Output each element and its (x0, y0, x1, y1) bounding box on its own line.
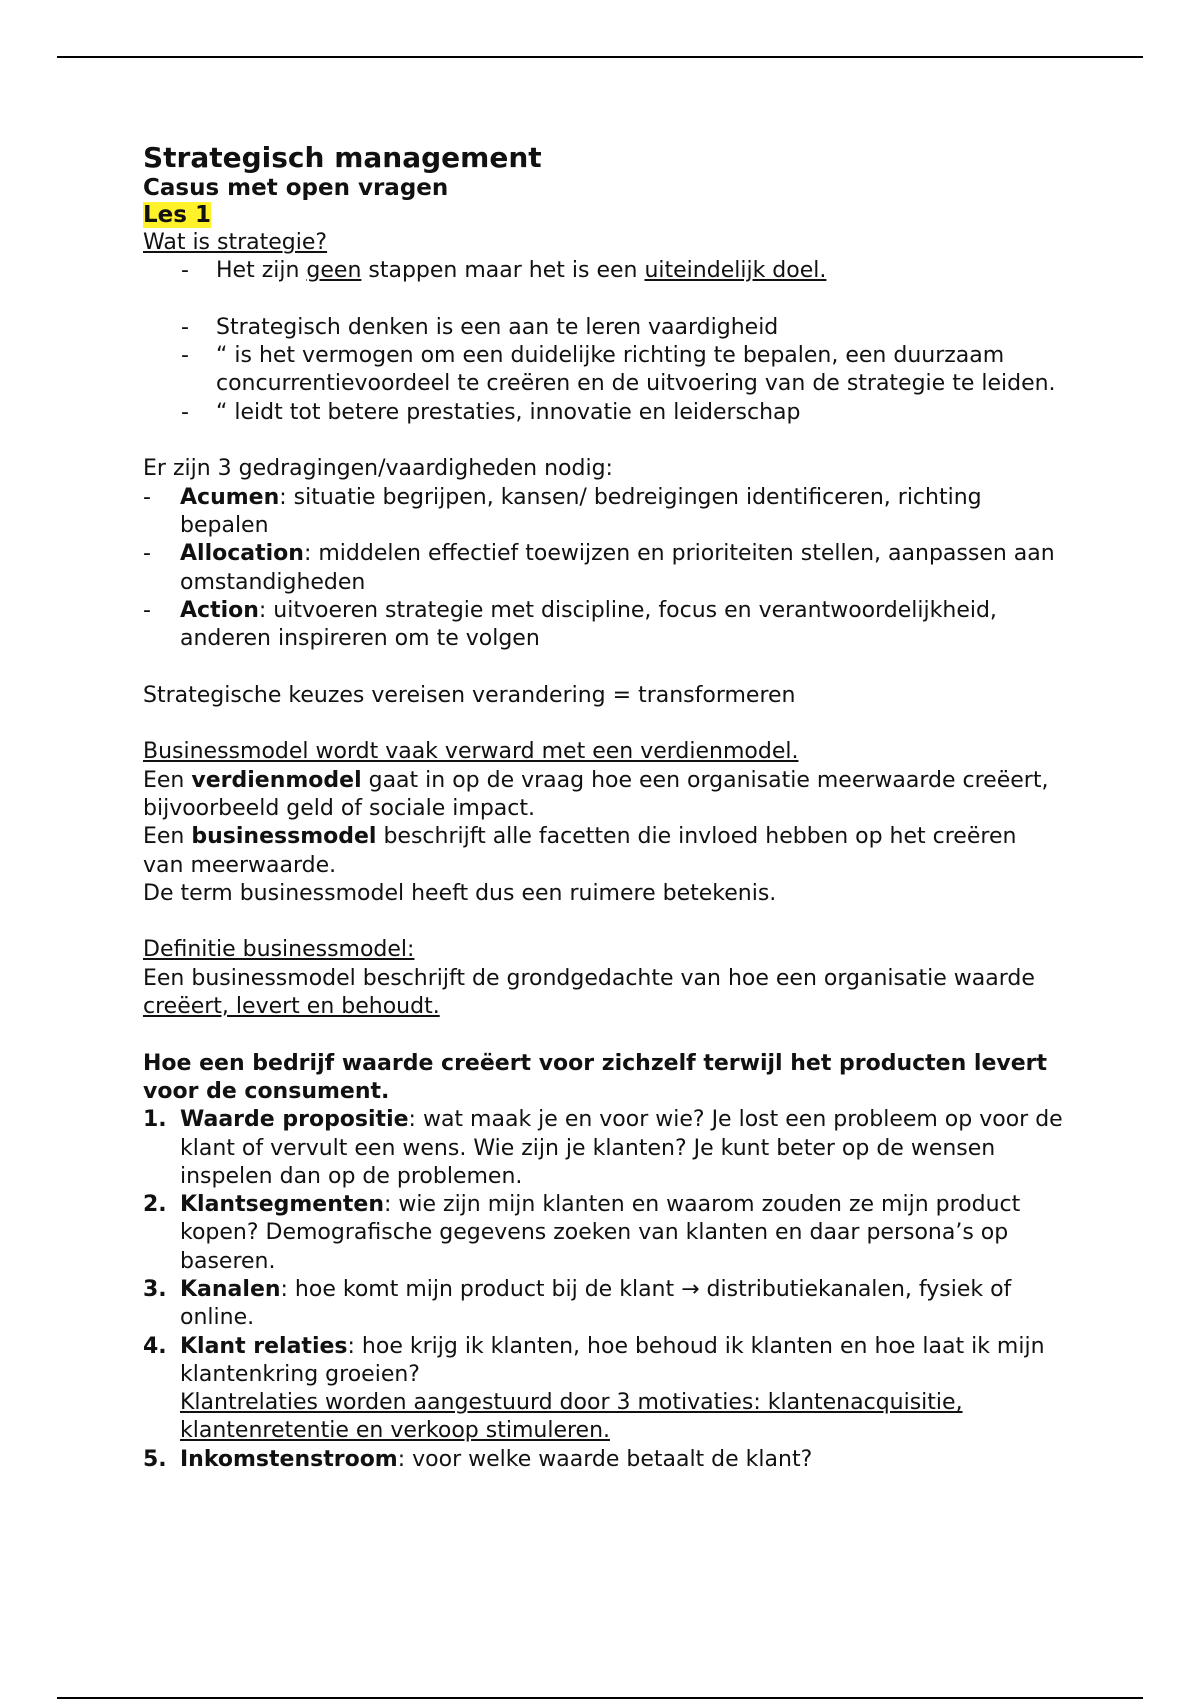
value-item: 1. Waarde propositie: wat maak je en voor wie? Je lost een probleem op voor de klant of vervult een wens. Wie zijn je klanten? Je kunt beter op de wensen inspelen dan op de problemen. (143, 1107, 1063, 1189)
skill-item: - Action: uitvoeren strategie met discipline, focus en verantwoordelijkheid, anderen inspireren om te volgen (143, 597, 1063, 654)
strategy-item: - “ is het vermogen om een duidelijke richting te bepalen, een duurzaam concurrentievoordeel te creëren en de uitvoering van de strategie te leiden. (143, 342, 1063, 399)
value-item: 2. Klantsegmenten: wie zijn mijn klanten en waarom zouden ze mijn product kopen? Demografische gegevens zoeken van klanten en daar persona’s op baseren. (143, 1192, 1021, 1274)
skills-intro: Er zijn 3 gedragingen/vaardigheden nodig: (143, 456, 613, 482)
lesson-label (143, 201, 1063, 229)
skill-item: - Acumen: situatie begrijpen, kansen/ bedreigingen identificeren, richting bepalen (143, 484, 1063, 541)
strategy-heading: Wat is strategie? (143, 230, 328, 255)
document-page (143, 141, 1063, 1474)
top-rule (57, 56, 1143, 58)
value-item: 5. Inkomstenstroom: voor welke waarde betaalt de klant? (143, 1446, 813, 1472)
model-line-verdienmodel: Een verdienmodel gaat in op de vraag hoe een organisatie meerwaarde creëert, bijvoorbeeld geld of sociale impact. (143, 767, 1049, 821)
strategy-list-2 (143, 314, 1063, 427)
model-line-conclusion: De term businessmodel heeft dus een ruimere betekenis. (143, 880, 777, 906)
definition-heading: Definitie businessmodel: (143, 937, 415, 963)
strategy-item: - Strategisch denken is een aan te leren vaardigheid (143, 314, 1063, 342)
document-subtitle: Casus met open vragen (143, 175, 449, 201)
value-list (143, 1106, 1063, 1474)
skill-item: - Allocation: middelen effectief toewijzen en prioriteiten stellen, aanpassen aan omstandigheden (143, 540, 1063, 597)
strategy-list (143, 257, 1063, 285)
definition-text: Een businessmodel beschrijft de grondgedachte van hoe een organisatie waarde creëert, levert en behoudt. (143, 965, 1035, 1020)
value-item: 3. Kanalen: hoe komt mijn product bij de klant → distributiekanalen, fysiek of online. (143, 1276, 1012, 1331)
strategy-item: - “ leidt tot betere prestaties, innovatie en leiderschap (143, 399, 1063, 427)
bottom-rule (57, 1697, 1143, 1699)
model-heading: Businessmodel wordt vaak verward met een verdienmodel. (143, 739, 799, 765)
value-heading: Hoe een bedrijf waarde creëert voor zichzelf terwijl het producten levert voor de consument. (143, 1050, 1048, 1104)
choices-text: Strategische keuzes vereisen verandering = transformeren (143, 682, 796, 708)
lesson-highlight: Les 1 (143, 202, 211, 228)
value-item: 4. Klant relaties: hoe krijg ik klanten, hoe behoud ik klanten en hoe laat ik mijn klantenkring groeien? Klantrelaties worden aangestuurd door 3 motivaties: klantenacquisitie, klantenretentie en verkoop stimuleren. (143, 1333, 1045, 1444)
model-line-businessmodel: Een businessmodel beschrijft alle facetten die invloed hebben op het creëren van meerwaarde. (143, 824, 1017, 878)
skills-list (143, 484, 1063, 654)
document-title: Strategisch management (143, 141, 542, 174)
value-item-note: Klantrelaties worden aangestuurd door 3 motivaties: klantenacquisitie, klantenretentie en verkoop stimuleren. (180, 1390, 963, 1444)
strategy-item: - Het zijn geen stappen maar het is een uiteindelijk doel. (143, 257, 1063, 285)
